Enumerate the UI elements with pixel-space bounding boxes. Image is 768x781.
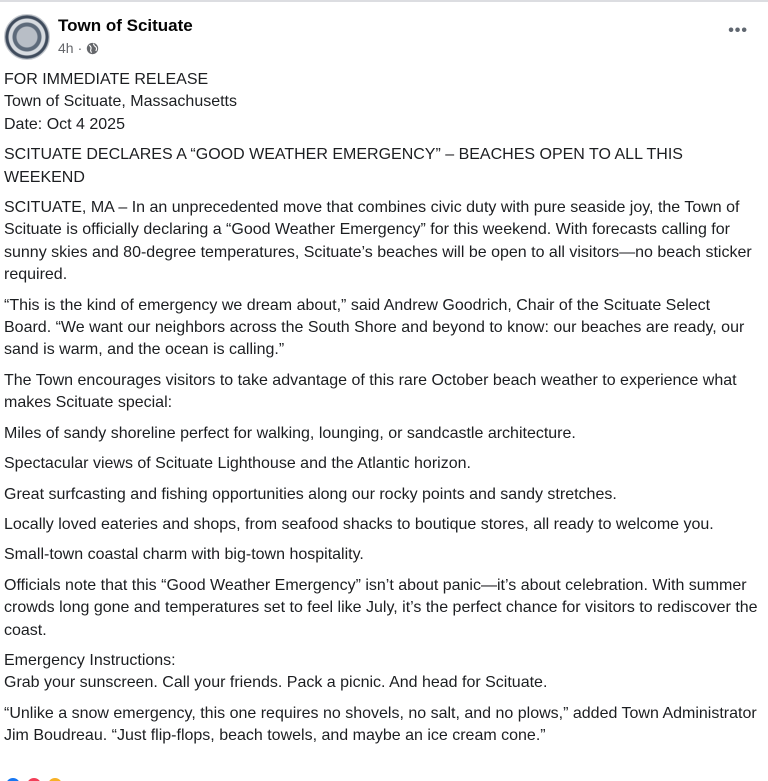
- post-meta: [58, 40, 99, 56]
- post-header: [4, 14, 768, 62]
- post-paragraph: FOR IMMEDIATE RELEASE Town of Scituate, Massachusetts Date: Oct 4 2025: [4, 71, 237, 133]
- post-paragraph: Spectacular views of Scituate Lighthouse and the Atlantic horizon.: [4, 455, 471, 473]
- post-paragraph: SCITUATE DECLARES A “GOOD WEATHER EMERGENCY” – BEACHES OPEN TO ALL THIS WEEKEND: [4, 146, 683, 186]
- post-paragraph: The Town encourages visitors to take advantage of this rare October beach weather to experience what makes Scituate special:: [4, 371, 737, 412]
- like-reaction-icon: [4, 776, 22, 781]
- globe-icon[interactable]: [86, 42, 99, 55]
- post-paragraph: Locally loved eateries and shops, from seafood shacks to boutique stores, all ready to welcome you.: [4, 515, 714, 533]
- post-paragraph: “This is the kind of emergency we dream about,” said Andrew Goodrich, Chair of the Scituate Select Board. “We want our neighbors across the South Shore and beyond to know: our beaches are ready, our sand is warm, and the ocean is calling.”: [4, 296, 745, 359]
- post-paragraph: Emergency Instructions: Grab your sunscreen. Call your friends. Pack a picnic. And head for Scituate.: [4, 651, 548, 692]
- post-paragraph: Miles of sandy shoreline perfect for walking, lounging, or sandcastle architecture.: [4, 424, 576, 442]
- avatar[interactable]: [4, 14, 50, 60]
- reaction-icons[interactable]: [4, 776, 64, 781]
- post-body: [4, 69, 758, 756]
- post-time[interactable]: 4h: [58, 40, 74, 56]
- meta-separator: ·: [77, 40, 83, 56]
- post-paragraph: “Unlike a snow emergency, this one requires no shovels, no salt, and no plows,” added Town Administrator Jim Boudreau. “Just flip-flops, beach towels, and maybe an ice cream cone.”: [4, 704, 757, 745]
- post-paragraph: Small-town coastal charm with big-town hospitality.: [4, 546, 364, 564]
- love-reaction-icon: [25, 776, 43, 781]
- post-paragraph: SCITUATE, MA – In an unprecedented move that combines civic duty with pure seaside joy, the Town of Scituate is officially declaring a “Good Weather Emergency” for this weekend. With forecasts calling for sunny skies and 80-degree temperatures, Scituate’s beaches will be open to all visitors—no beach sticker required.: [4, 199, 752, 284]
- more-options-button[interactable]: •••: [728, 22, 748, 39]
- haha-reaction-icon: [46, 776, 64, 781]
- top-divider: [0, 0, 768, 2]
- post-paragraph: Great surfcasting and fishing opportunities along our rocky points and sandy stretches.: [4, 485, 617, 503]
- post-paragraph: Officials note that this “Good Weather Emergency” isn’t about panic—it’s about celebration. With summer crowds long gone and temperatures set to feel like July, it’s the perfect chance for visitors to rediscover the coast.: [4, 576, 758, 639]
- page-name-link[interactable]: Town of Scituate: [58, 16, 193, 35]
